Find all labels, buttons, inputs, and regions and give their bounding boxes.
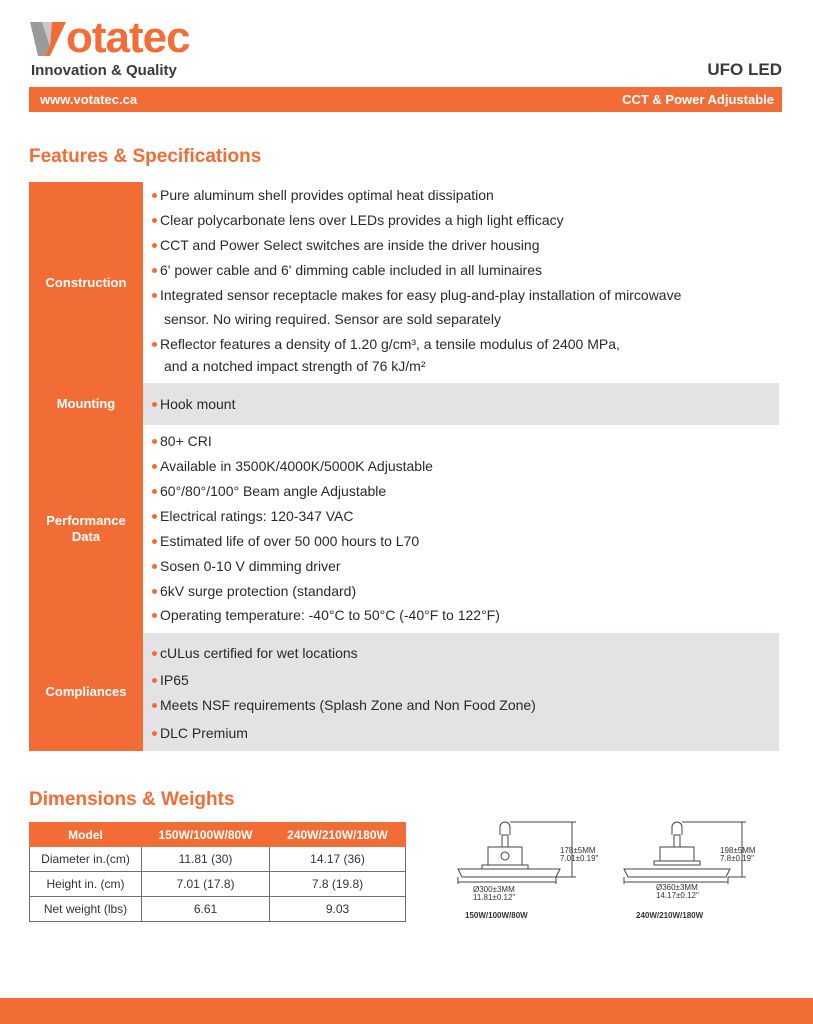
column-header: Model <box>30 823 142 847</box>
bullet-icon <box>152 703 157 708</box>
list-item: Sosen 0-10 V dimming driver <box>152 558 341 574</box>
spec-body-performance <box>143 425 779 633</box>
bullet-icon <box>152 218 157 223</box>
spec-label-performance: Performance Data <box>29 425 143 633</box>
logo-text: otatec <box>66 13 190 62</box>
spec-label-construction: Construction <box>29 182 143 383</box>
bullet-icon <box>152 678 157 683</box>
header-bar <box>29 87 782 112</box>
table-cell: Net weight (lbs) <box>30 897 142 922</box>
spec-body-construction <box>143 182 779 383</box>
ufo-light-drawing <box>450 820 610 920</box>
table-header-row <box>30 823 406 847</box>
spec-performance <box>29 425 779 633</box>
table-row <box>30 897 406 922</box>
table-cell: 11.81 (30) <box>142 847 270 872</box>
bullet-icon <box>152 193 157 198</box>
spec-mounting <box>29 383 779 425</box>
list-item: CCT and Power Select switches are inside the driver housing <box>152 237 539 253</box>
features-title: Features & Specifications <box>29 146 262 167</box>
product-name: UFO LED <box>707 60 782 79</box>
brand-logo <box>30 13 190 62</box>
bullet-icon <box>152 243 157 248</box>
table-row <box>30 847 406 872</box>
spec-body-mounting <box>143 383 779 425</box>
height-label: 198±5MM 7.8±0.19" <box>720 846 756 863</box>
spec-body-compliances <box>143 633 779 751</box>
column-header: 150W/100W/80W <box>142 823 270 847</box>
list-item: DLC Premium <box>152 725 248 741</box>
spec-label-mounting: Mounting <box>29 383 143 425</box>
dimension-diagram-large <box>620 820 780 920</box>
spec-construction <box>29 182 779 383</box>
bullet-icon <box>152 402 157 407</box>
bullet-icon <box>152 589 157 594</box>
list-item: Clear polycarbonate lens over LEDs provides a high light efficacy <box>152 212 564 228</box>
list-item: 6' power cable and 6' dimming cable included in all luminaires <box>152 262 542 278</box>
bullet-icon <box>152 293 157 298</box>
list-item: 80+ CRI <box>152 433 212 449</box>
table-cell: 14.17 (36) <box>270 847 406 872</box>
diagram-caption: 150W/100W/80W <box>465 911 528 920</box>
list-item: Integrated sensor receptacle makes for easy plug-and-play installation of mircowave <box>152 287 681 303</box>
dimensions-table <box>29 822 406 922</box>
height-label: 178±5MM 7.01±0.19" <box>560 846 599 863</box>
logo-v-mark <box>30 18 70 58</box>
bullet-icon <box>152 268 157 273</box>
list-item: Available in 3500K/4000K/5000K Adjustable <box>152 458 433 474</box>
bullet-icon <box>152 464 157 469</box>
list-item: Operating temperature: -40°C to 50°C (-40°F to 122°F) <box>152 607 500 623</box>
list-item: 60°/80°/100° Beam angle Adjustable <box>152 483 386 499</box>
table-cell: Diameter in.(cm) <box>30 847 142 872</box>
list-item: 6kV surge protection (standard) <box>152 583 356 599</box>
list-item: Electrical ratings: 120-347 VAC <box>152 508 354 524</box>
list-item-continued: sensor. No wiring required. Sensor are sold separately <box>164 311 501 327</box>
column-header: 240W/210W/180W <box>270 823 406 847</box>
footer-bar <box>0 998 813 1024</box>
spec-label-compliances: Compliances <box>29 633 143 751</box>
bullet-icon <box>152 564 157 569</box>
bullet-icon <box>152 514 157 519</box>
diagram-caption: 240W/210W/180W <box>636 911 704 920</box>
bullet-icon <box>152 731 157 736</box>
table-cell: 6.61 <box>142 897 270 922</box>
diameter-label: Ø300±3MM 11.81±0.12" <box>473 885 516 902</box>
list-item: Pure aluminum shell provides optimal heat dissipation <box>152 187 494 203</box>
bullet-icon <box>152 342 157 347</box>
list-item: Hook mount <box>152 396 235 412</box>
table-cell: 7.01 (17.8) <box>142 872 270 897</box>
diameter-label: Ø360±3MM 14.17±0.12" <box>656 883 699 900</box>
table-cell: 9.03 <box>270 897 406 922</box>
bullet-icon <box>152 439 157 444</box>
spec-compliances <box>29 633 779 751</box>
list-item: Reflector features a density of 1.20 g/cm³, a tensile modulus of 2400 MPa, <box>152 336 620 352</box>
table-cell: Height in. (cm) <box>30 872 142 897</box>
list-item: Estimated life of over 50 000 hours to L70 <box>152 533 419 549</box>
website-link[interactable]: www.votatec.ca <box>40 92 138 107</box>
bullet-icon <box>152 651 157 656</box>
bullet-icon <box>152 489 157 494</box>
bullet-icon <box>152 539 157 544</box>
list-item: IP65 <box>152 672 189 688</box>
header-subtitle: CCT & Power Adjustable <box>622 92 774 107</box>
list-item: Meets NSF requirements (Splash Zone and Non Food Zone) <box>152 697 536 713</box>
bullet-icon <box>152 613 157 618</box>
list-item: cULus certified for wet locations <box>152 645 358 661</box>
dimensions-title: Dimensions & Weights <box>29 789 235 810</box>
ufo-light-drawing <box>620 820 780 920</box>
list-item-continued: and a notched impact strength of 76 kJ/m² <box>164 358 426 374</box>
tagline: Innovation & Quality <box>31 62 177 79</box>
table-cell: 7.8 (19.8) <box>270 872 406 897</box>
dimension-diagram-small <box>450 820 610 920</box>
table-row <box>30 872 406 897</box>
